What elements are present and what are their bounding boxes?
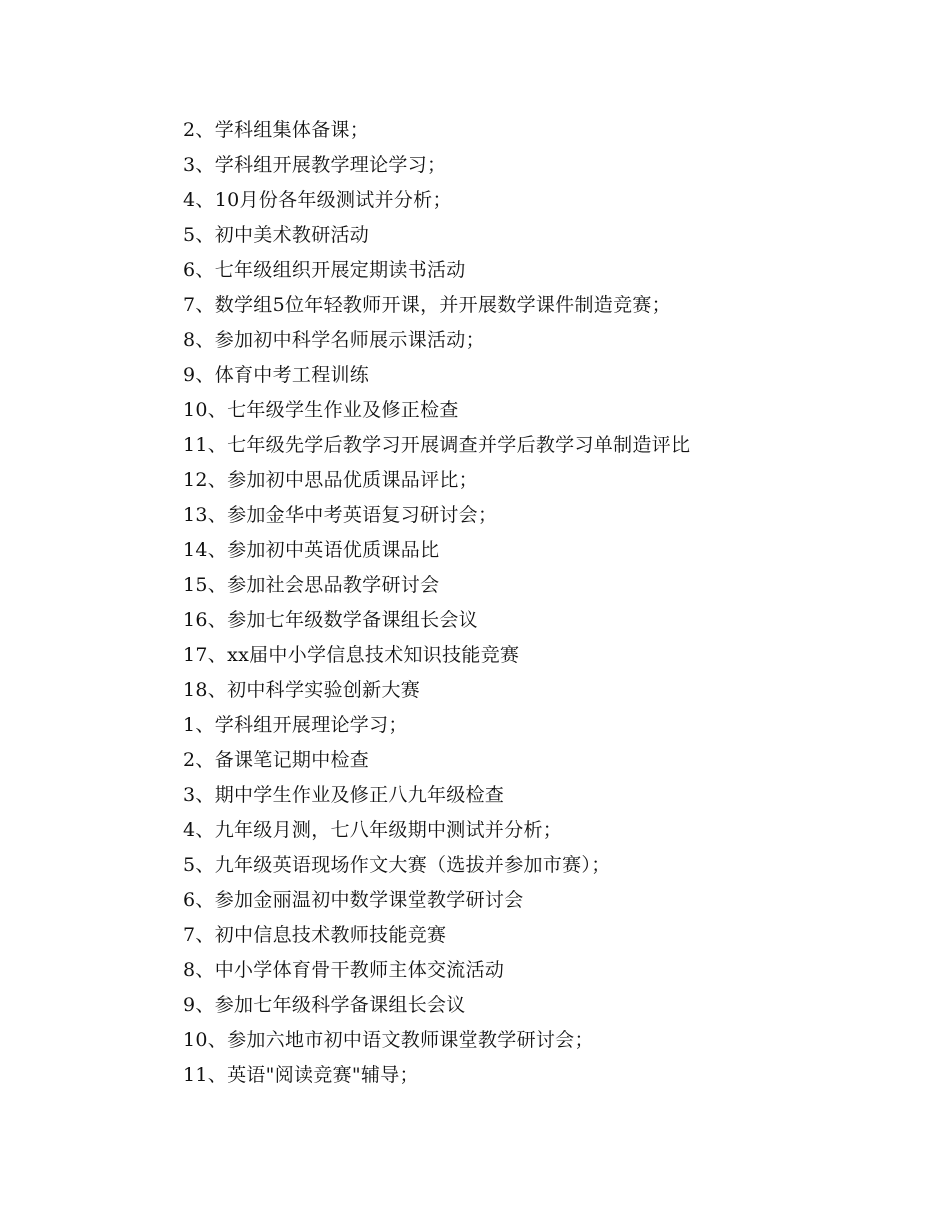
plan-item: 1、学科组开展理论学习； [183, 714, 408, 736]
plan-item: 2、备课笔记期中检查 [183, 749, 370, 771]
plan-item: 6、参加金丽温初中数学课堂教学研讨会 [183, 889, 524, 911]
plan-item: 14、参加初中英语优质课品比 [183, 539, 440, 561]
plan-item: 10、参加六地市初中语文教师课堂教学研讨会； [183, 1029, 594, 1051]
plan-item: 12、参加初中思品优质课品评比； [183, 469, 478, 491]
plan-item: 9、体育中考工程训练 [183, 364, 370, 386]
plan-item: 2、学科组集体备课； [183, 119, 370, 141]
plan-item-list [183, 113, 903, 1093]
plan-item: 16、参加七年级数学备课组长会议 [183, 609, 478, 631]
plan-item: 11、英语"阅读竞赛"辅导； [183, 1064, 419, 1086]
plan-item: 3、期中学生作业及修正八九年级检查 [183, 784, 505, 806]
plan-item: 4、10月份各年级测试并分析； [183, 189, 452, 211]
plan-item: 9、参加七年级科学备课组长会议 [183, 994, 466, 1016]
plan-item: 7、初中信息技术教师技能竞赛 [183, 924, 447, 946]
plan-item: 8、参加初中科学名师展示课活动； [183, 329, 485, 351]
plan-item: 4、九年级月测，七八年级期中测试并分析； [183, 819, 563, 841]
plan-item: 11、七年级先学后教学习开展调查并学后教学习单制造评比 [183, 434, 691, 456]
plan-item: 13、参加金华中考英语复习研讨会； [183, 504, 498, 526]
plan-item: 5、初中美术教研活动 [183, 224, 370, 246]
plan-item: 5、九年级英语现场作文大赛（选拔并参加市赛）； [183, 854, 611, 876]
plan-item: 18、初中科学实验创新大赛 [183, 679, 421, 701]
plan-item: 15、参加社会思品教学研讨会 [183, 574, 440, 596]
plan-item: 17、xx届中小学信息技术知识技能竞赛 [183, 644, 520, 666]
plan-item: 6、七年级组织开展定期读书活动 [183, 259, 466, 281]
plan-item: 7、数学组5位年轻教师开课，并开展数学课件制造竞赛； [183, 294, 671, 316]
plan-item: 3、学科组开展教学理论学习； [183, 154, 447, 176]
plan-item: 8、中小学体育骨干教师主体交流活动 [183, 959, 505, 981]
plan-item: 10、七年级学生作业及修正检查 [183, 399, 459, 421]
